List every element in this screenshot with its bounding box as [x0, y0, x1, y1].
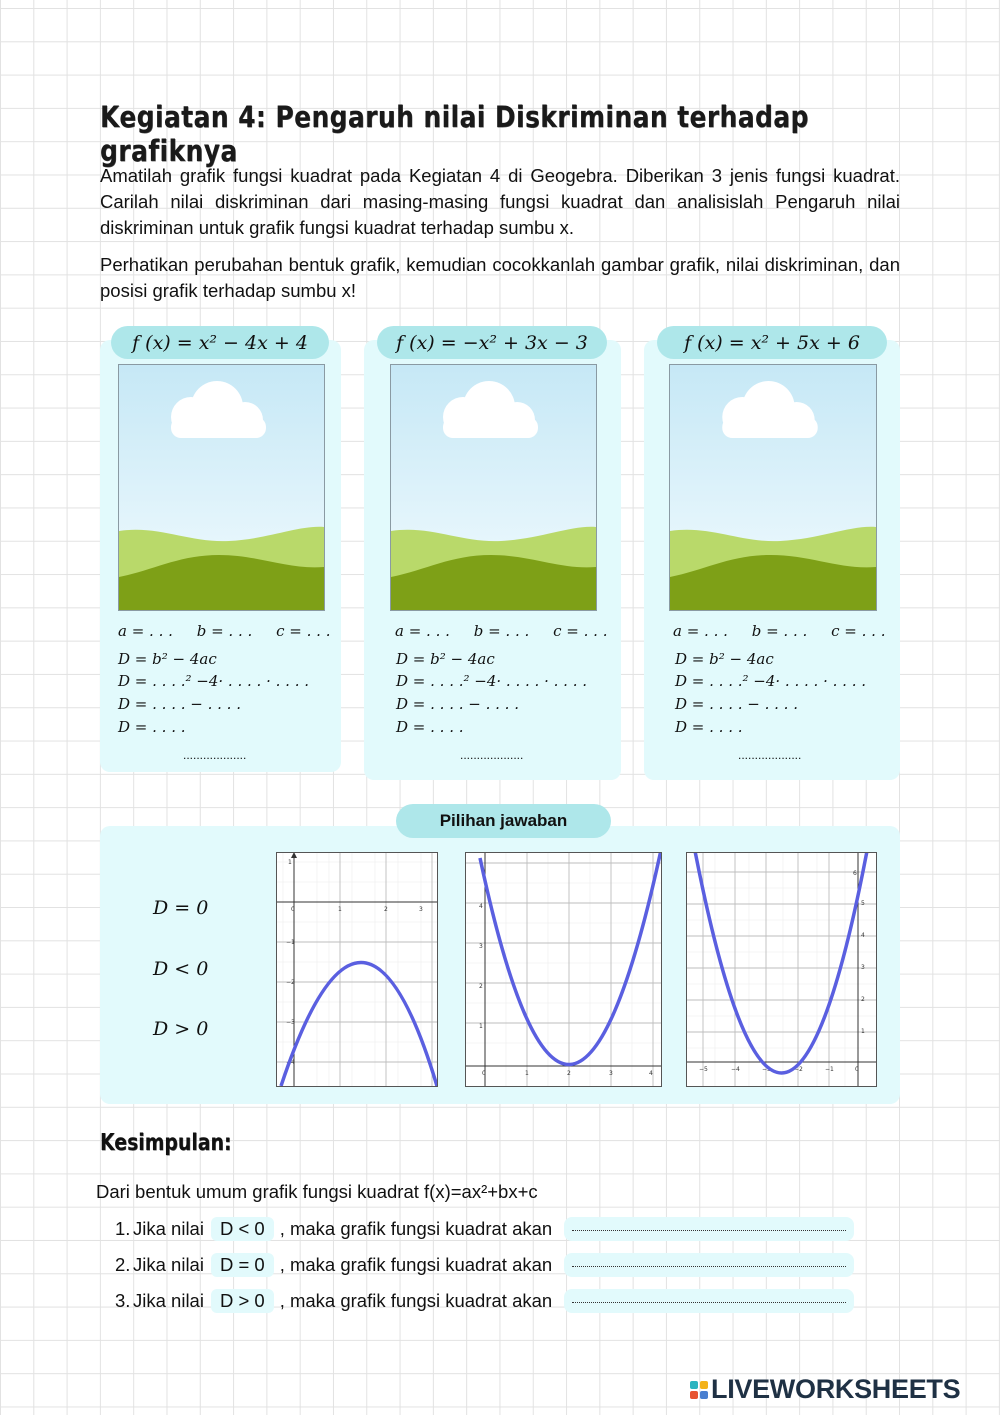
x-tick-label: −3	[762, 1066, 771, 1073]
coefficients-input-2[interactable]: a = . . . b = . . . c = . . .	[395, 622, 608, 640]
x-tick-label: 3	[419, 906, 423, 913]
item-prefix: Jika nilai	[133, 1290, 204, 1311]
x-tick-label: 2	[384, 906, 388, 913]
conclusion-item-1	[115, 1216, 854, 1242]
y-tick-label: 3	[479, 943, 483, 950]
x-tick-label: 0	[291, 906, 295, 913]
conclusion-intro: Dari bentuk umum grafik fungsi kuadrat f(x)=ax²+bx+c	[96, 1181, 538, 1202]
answer-graph-2[interactable]	[465, 852, 662, 1087]
landscape-placeholder-icon	[119, 365, 324, 610]
function-label-2: f (x) = −x² + 3x − 3	[377, 326, 607, 359]
x-tick-label: 1	[338, 906, 342, 913]
answer-graph-1[interactable]	[276, 852, 438, 1087]
condition-badge: D > 0	[211, 1289, 274, 1313]
discriminant-formula-2: D = b² − 4ac	[396, 650, 495, 668]
y-tick-label: 2	[479, 983, 483, 990]
y-tick-label: −4	[286, 1059, 295, 1066]
discriminant-formula-1: D = b² − 4ac	[118, 650, 217, 668]
discriminant-step-1-1[interactable]: D = . . . .² −4· . . . . · . . . .	[118, 672, 309, 690]
landscape-placeholder-icon	[670, 365, 876, 610]
x-tick-label: 2	[567, 1070, 571, 1077]
answer-blank-1[interactable]: ...................	[183, 748, 247, 762]
graph-drop-zone-3[interactable]	[669, 364, 877, 611]
discriminant-step-2-1[interactable]: D = . . . . − . . . .	[118, 695, 241, 713]
conclusion-heading: Kesimpulan:	[100, 1130, 232, 1156]
parabola-graph-2	[466, 853, 661, 1086]
item-suffix: , maka grafik fungsi kuadrat akan	[279, 1290, 553, 1311]
discriminant-step-3-1[interactable]: D = . . . .	[118, 718, 186, 736]
conclusion-item-3	[115, 1288, 854, 1314]
x-tick-label: −2	[794, 1066, 803, 1073]
y-tick-label: 4	[861, 932, 865, 939]
conclusion-answer-input-3[interactable]	[564, 1289, 854, 1313]
y-tick-label: 1	[861, 1028, 865, 1035]
item-suffix: , maka grafik fungsi kuadrat akan	[279, 1218, 553, 1239]
discriminant-step-2-3[interactable]: D = . . . . − . . . .	[675, 695, 798, 713]
y-tick-label: 1	[479, 1023, 483, 1030]
landscape-placeholder-icon	[391, 365, 596, 610]
conclusion-item-2	[115, 1252, 854, 1278]
brand-text: LIVEWORKSHEETS	[711, 1374, 961, 1404]
item-number: 2.	[115, 1254, 131, 1275]
answer-graph-3[interactable]	[686, 852, 877, 1087]
item-number: 1.	[115, 1218, 131, 1239]
discriminant-step-1-2[interactable]: D = . . . .² −4· . . . . · . . . .	[396, 672, 587, 690]
conclusion-answer-input-1[interactable]	[564, 1217, 854, 1241]
coefficients-input-3[interactable]: a = . . . b = . . . c = . . .	[673, 622, 886, 640]
y-tick-label: 6	[853, 870, 857, 877]
discriminant-step-1-3[interactable]: D = . . . .² −4· . . . . · . . . .	[675, 672, 866, 690]
x-tick-label: 4	[649, 1070, 653, 1077]
answer-blank-3[interactable]: ...................	[738, 748, 802, 762]
condition-badge: D = 0	[211, 1253, 274, 1277]
condition-badge: D < 0	[211, 1217, 274, 1241]
item-suffix: , maka grafik fungsi kuadrat akan	[279, 1254, 553, 1275]
x-tick-label: 1	[525, 1070, 529, 1077]
y-tick-label: −3	[286, 1019, 295, 1026]
discriminant-formula-3: D = b² − 4ac	[675, 650, 774, 668]
item-number: 3.	[115, 1290, 131, 1311]
y-tick-label: 5	[479, 859, 483, 866]
instruction-paragraph-2: Perhatikan perubahan bentuk grafik, kemudian cocokkanlah gambar grafik, nilai diskriminan, dan posisi grafik terhadap sumbu x!	[100, 254, 900, 301]
y-tick-label: 1	[288, 859, 292, 866]
x-tick-label: −1	[825, 1066, 834, 1073]
conclusion-answer-input-2[interactable]	[564, 1253, 854, 1277]
instruction-paragraph-1: Amatilah grafik fungsi kuadrat pada Kegiatan 4 di Geogebra. Diberikan 3 jenis fungsi kuadrat. Carilah nilai diskriminan dari masing-masing fungsi kuadrat dan analisislah Pengaruh nilai diskriminan untuk grafik fungsi kuadrat terhadap sumbu x.	[100, 165, 900, 238]
page-title: Kegiatan 4: Pengaruh nilai Diskriminan terhadap grafiknya	[100, 100, 809, 168]
y-tick-label: 5	[861, 900, 865, 907]
discriminant-step-3-3[interactable]: D = . . . .	[675, 718, 743, 736]
parabola-graph-3	[687, 853, 876, 1086]
graph-drop-zone-1[interactable]	[118, 364, 325, 611]
function-label-3: f (x) = x² + 5x + 6	[657, 326, 887, 359]
item-prefix: Jika nilai	[133, 1254, 204, 1275]
answer-blank-2[interactable]: ...................	[460, 748, 524, 762]
y-tick-label: 3	[861, 964, 865, 971]
function-label-1: f (x) = x² − 4x + 4	[111, 326, 329, 359]
x-tick-label: 0	[855, 1066, 859, 1073]
option-d-greater-than-zero[interactable]: D > 0	[153, 1018, 209, 1040]
discriminant-step-2-2[interactable]: D = . . . . − . . . .	[396, 695, 519, 713]
liveworksheets-logo-icon	[690, 1381, 708, 1399]
y-tick-label: −1	[286, 939, 295, 946]
y-tick-label: 4	[479, 903, 483, 910]
coefficients-input-1[interactable]: a = . . . b = . . . c = . . .	[118, 622, 331, 640]
y-tick-label: 2	[861, 996, 865, 1003]
x-tick-label: −5	[699, 1066, 708, 1073]
liveworksheets-logo	[690, 1374, 960, 1405]
discriminant-step-3-2[interactable]: D = . . . .	[396, 718, 464, 736]
parabola-graph-1	[277, 853, 437, 1086]
option-d-less-than-zero[interactable]: D < 0	[153, 958, 209, 980]
x-tick-label: 3	[609, 1070, 613, 1077]
answer-choices-heading: Pilihan jawaban	[396, 804, 611, 838]
item-prefix: Jika nilai	[133, 1218, 204, 1239]
x-tick-label: −4	[731, 1066, 740, 1073]
y-tick-label: −2	[286, 979, 295, 986]
graph-drop-zone-2[interactable]	[390, 364, 597, 611]
x-tick-label: 0	[482, 1070, 486, 1077]
option-d-equals-zero[interactable]: D = 0	[153, 897, 209, 919]
